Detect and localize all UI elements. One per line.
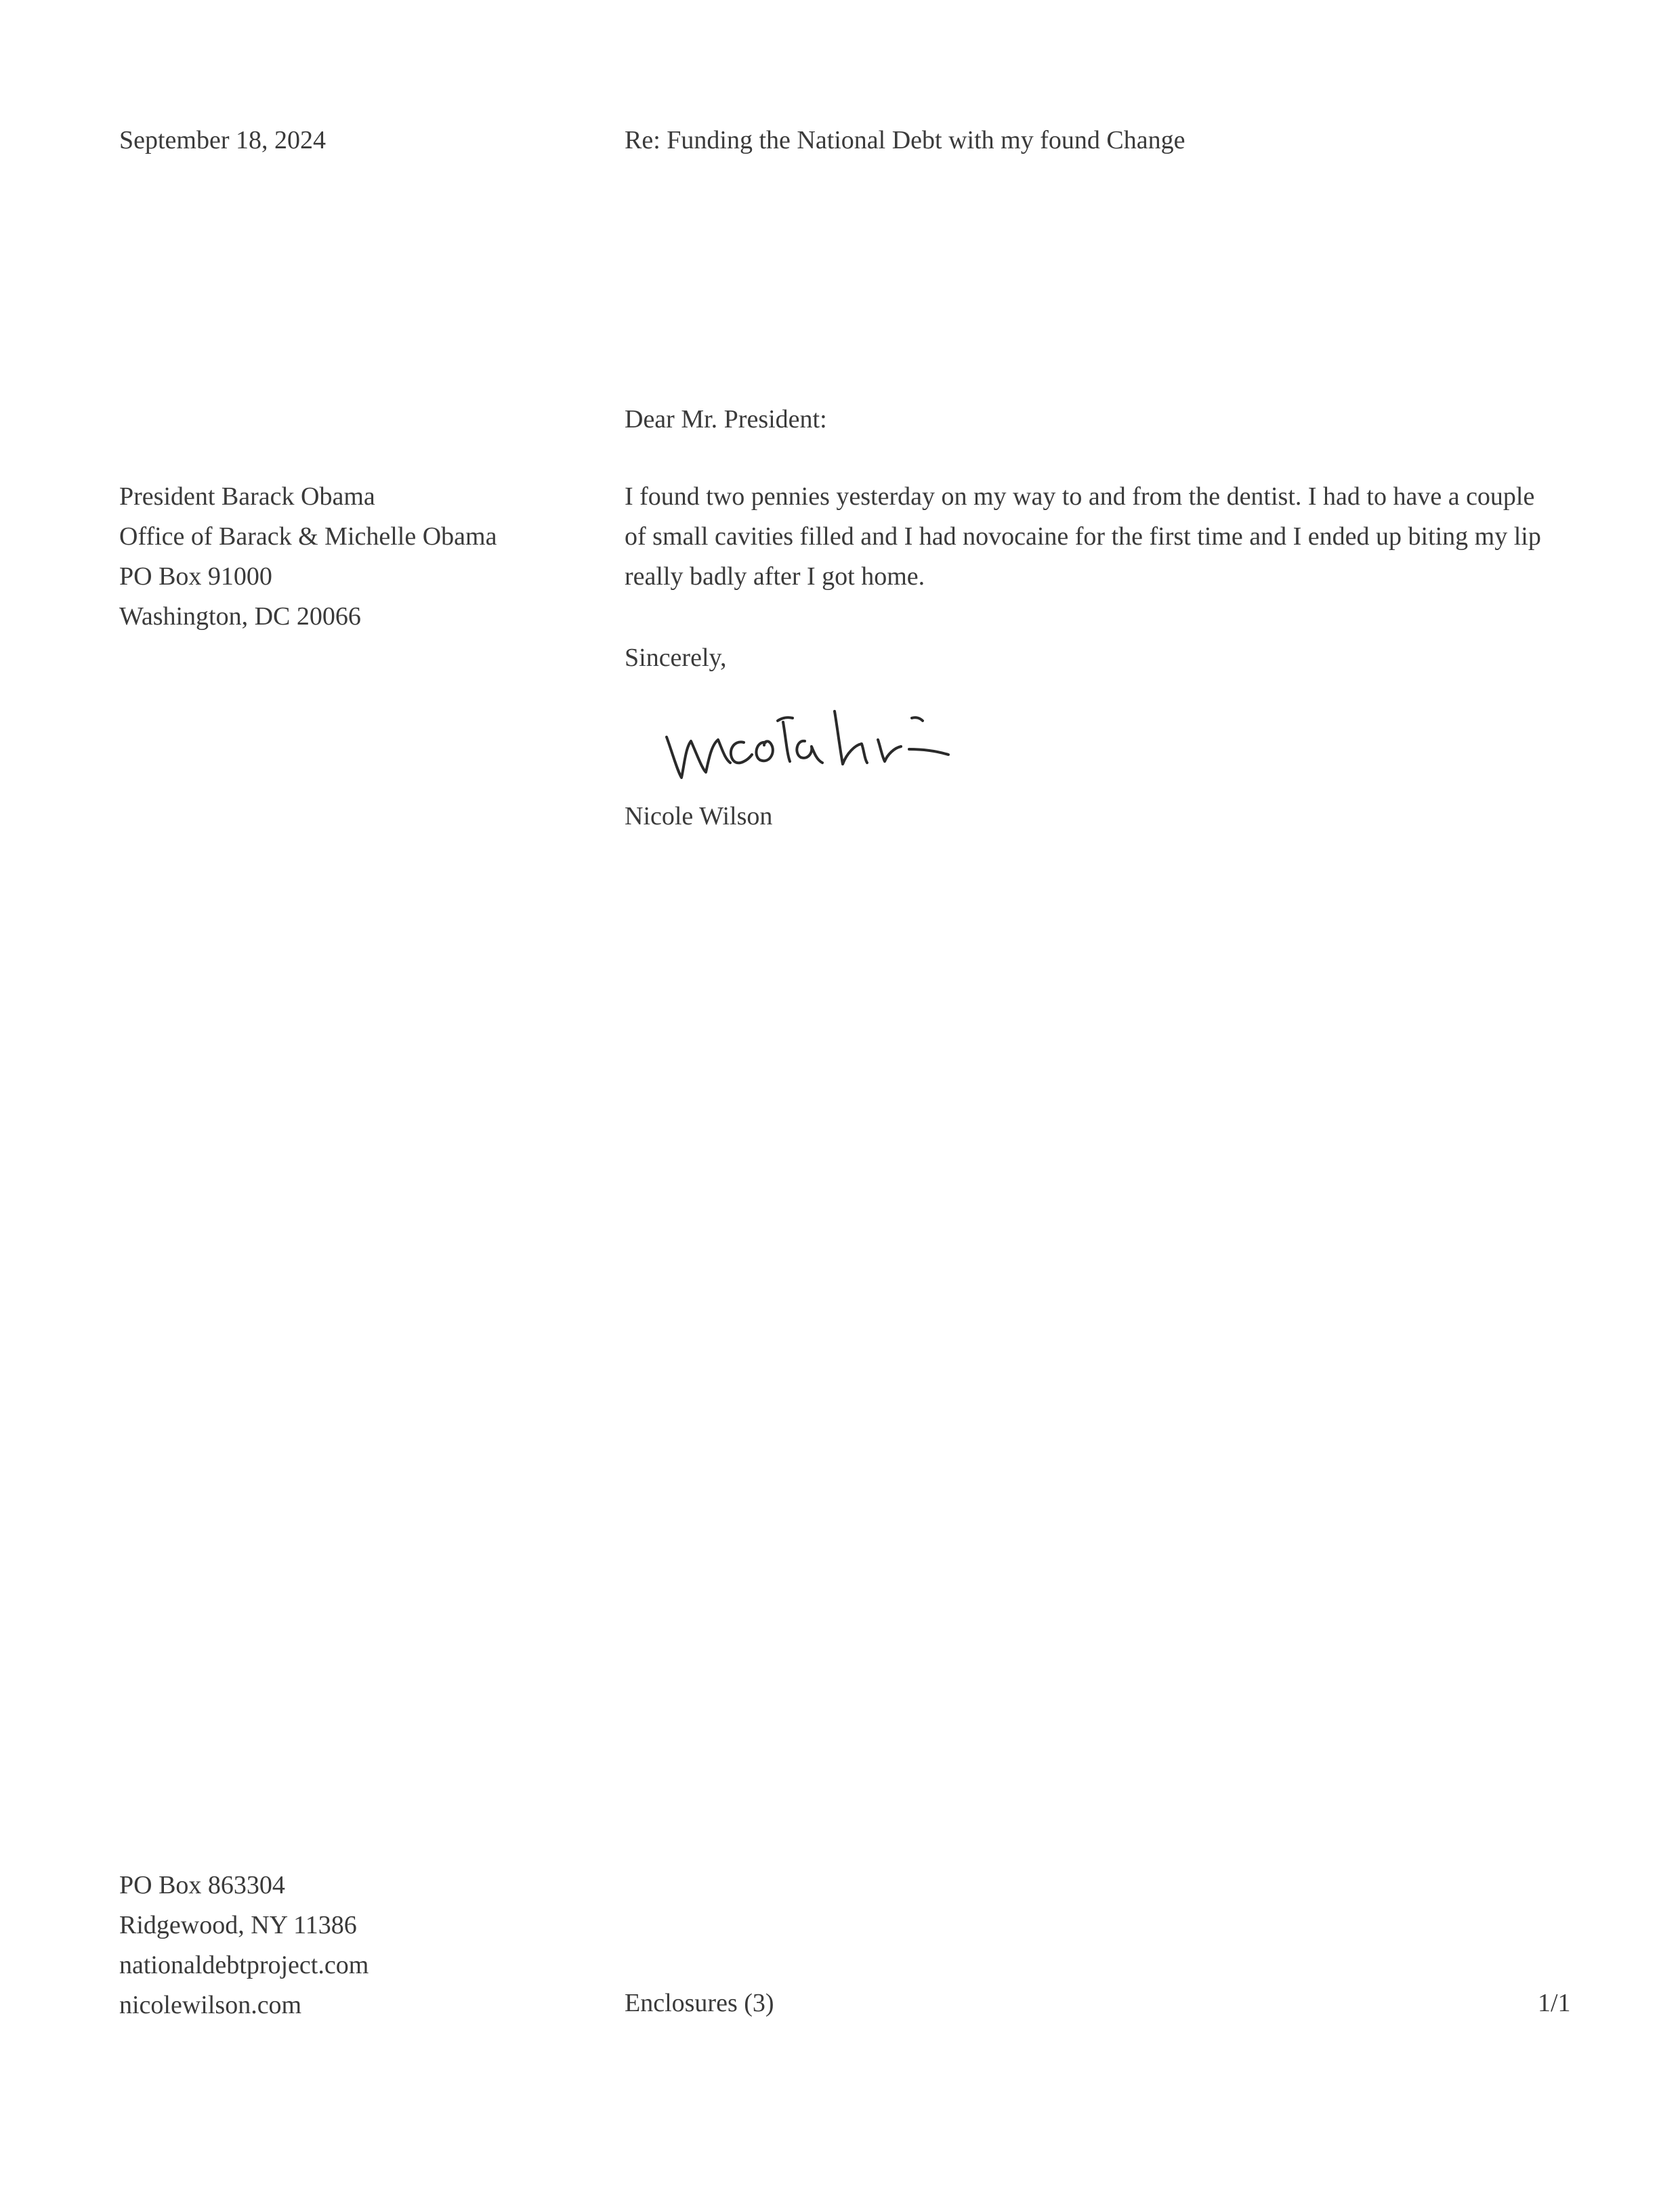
enclosures-note: Enclosures (3) [625, 1989, 774, 2017]
recipient-address [119, 477, 497, 637]
letter-salutation: Dear Mr. President: [625, 405, 827, 434]
page-number: 1/1 [1538, 1989, 1571, 2017]
sender-city: Ridgewood, NY 11386 [119, 1911, 357, 1939]
sender-website-project: nationaldebtproject.com [119, 1951, 369, 1979]
sender-po-box: PO Box 863304 [119, 1871, 285, 1899]
letter-closing: Sincerely, [625, 644, 727, 672]
recipient-office: Office of Barack & Michelle Obama [119, 522, 497, 551]
handwritten-signature [657, 698, 1009, 793]
letter-subject: Re: Funding the National Debt with my found Change [625, 126, 1185, 154]
sender-website-personal: nicolewilson.com [119, 1991, 302, 2019]
letter-body: I found two pennies yesterday on my way to and from the dentist. I had to have a couple of small cavities filled and I had novocaine for the first time and I ended up biting my lip really badly after I got home. [625, 482, 1541, 591]
recipient-name: President Barack Obama [119, 482, 375, 511]
recipient-city: Washington, DC 20066 [119, 602, 361, 631]
sender-address [119, 1866, 369, 2025]
signer-name: Nicole Wilson [625, 802, 773, 830]
letter-date: September 18, 2024 [119, 126, 327, 154]
recipient-po-box: PO Box 91000 [119, 562, 272, 591]
